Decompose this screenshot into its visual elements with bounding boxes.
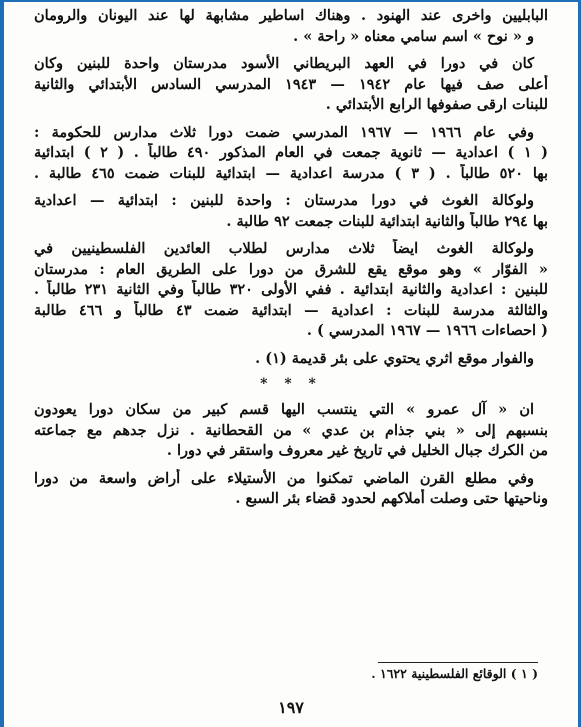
text-line: ولوكالة الغوث ايضاً ثلاث مدارس لطلاب العائدين الفلسطينيين في <box>34 240 534 257</box>
text-line: « الفوّار » وهو موقع يقع للشرق من دورا على الطريق العام : مدرستان <box>34 260 548 278</box>
footnote: ( ١ ) الوقائع الفلسطينية ١٦٢٢ . <box>371 666 538 681</box>
footnote-divider <box>378 662 538 663</box>
text-line: وفي عام ١٩٦٦ — ١٩٦٧ المدرسي ضمت دورا ثلاث مدارس للحكومة : <box>34 123 534 141</box>
section-separator: * * * <box>260 376 322 392</box>
text-line: للبنات ارقى صفوفها الرابع الأبتدائي . <box>325 96 548 113</box>
text-line: بها ٢٩٤ طالباً والثانية ابتدائية للبنات جمعت ٩٢ طالبة . <box>226 212 548 230</box>
paragraph-8 <box>34 469 548 510</box>
text-line: والفوار موقع اثري يحتوي على بئر قديمة (١) . <box>255 349 534 367</box>
paragraph-5 <box>34 239 548 342</box>
paragraph-7 <box>34 400 548 462</box>
text-line: البابليين واخرى عند الهنود . وهناك اساطير مشابهة لها عند اليونان والرومان <box>34 7 548 24</box>
text-line: و « نوح » اسم سامي معناه « راحة » . <box>293 27 534 45</box>
text-line: كان في دورا في العهد البريطاني الأسود مدرستان واحدة للبنين وكان <box>34 55 534 72</box>
text-line: أعلى صف فيها عام ١٩٤٢ — ١٩٤٣ المدرسي السادس الأبتدائي والثانية <box>34 75 548 93</box>
text-line: ان « آل عمرو » التي ينتسب اليها قسم كبير من سكان دورا يعودون <box>34 401 534 418</box>
text-line: وناحيتها حتى وصلت أملاكهم لحدود قضاء بئر السبع . <box>235 490 548 507</box>
text-line: بنسبهم إلى « بني جذام بن عدي » من القحطانية . نزل جدهم مع جماعته <box>34 421 548 439</box>
text-line: من الكرك جبال الخليل في تاريخ غير معروف واستقر في دورا . <box>166 442 548 459</box>
paragraph-6 <box>34 349 548 370</box>
text-line: ( ١ ) اعدادية — ثانوية جمعت في العام المذكور ٤٩٠ طالباً . ( ٢ ) ابتدائية <box>34 144 548 161</box>
body-text <box>34 6 548 517</box>
text-line: ( احصاءات ١٩٦٦ — ١٩٦٧ المدرسي ) . <box>306 322 548 339</box>
page-number: ١٩٧ <box>278 698 304 717</box>
paragraph-2 <box>34 54 548 116</box>
paragraph-3 <box>34 123 548 185</box>
text-line: والثالثة مدرسة للبنات : اعدادية — ابتدائية ضمت ٤٣ طالباً و ٤٦٦ طالبة <box>34 301 548 319</box>
text-line: وفي مطلع القرن الماضي تمكنوا من الأستيلاء على أراض واسعة من دورا <box>34 469 534 487</box>
paragraph-4 <box>34 191 548 232</box>
paragraph-1 <box>34 6 548 47</box>
text-line: بها ٥٢٠ طالباً . ( ٣ ) مدرسة اعدادية — ابتدائية للبنات ضمت ٤٦٥ طالبة . <box>34 164 548 182</box>
text-line: ولوكالة الغوث في دورا مدرستان : واحدة للبنين : ابتدائية — اعدادية <box>34 192 534 209</box>
text-line: للبنين : اعدادية والثانية ابتدائية . ففي الأولى ٣٢٠ طالباً وفي الثانية ٢٣١ طالباً . <box>34 281 548 298</box>
